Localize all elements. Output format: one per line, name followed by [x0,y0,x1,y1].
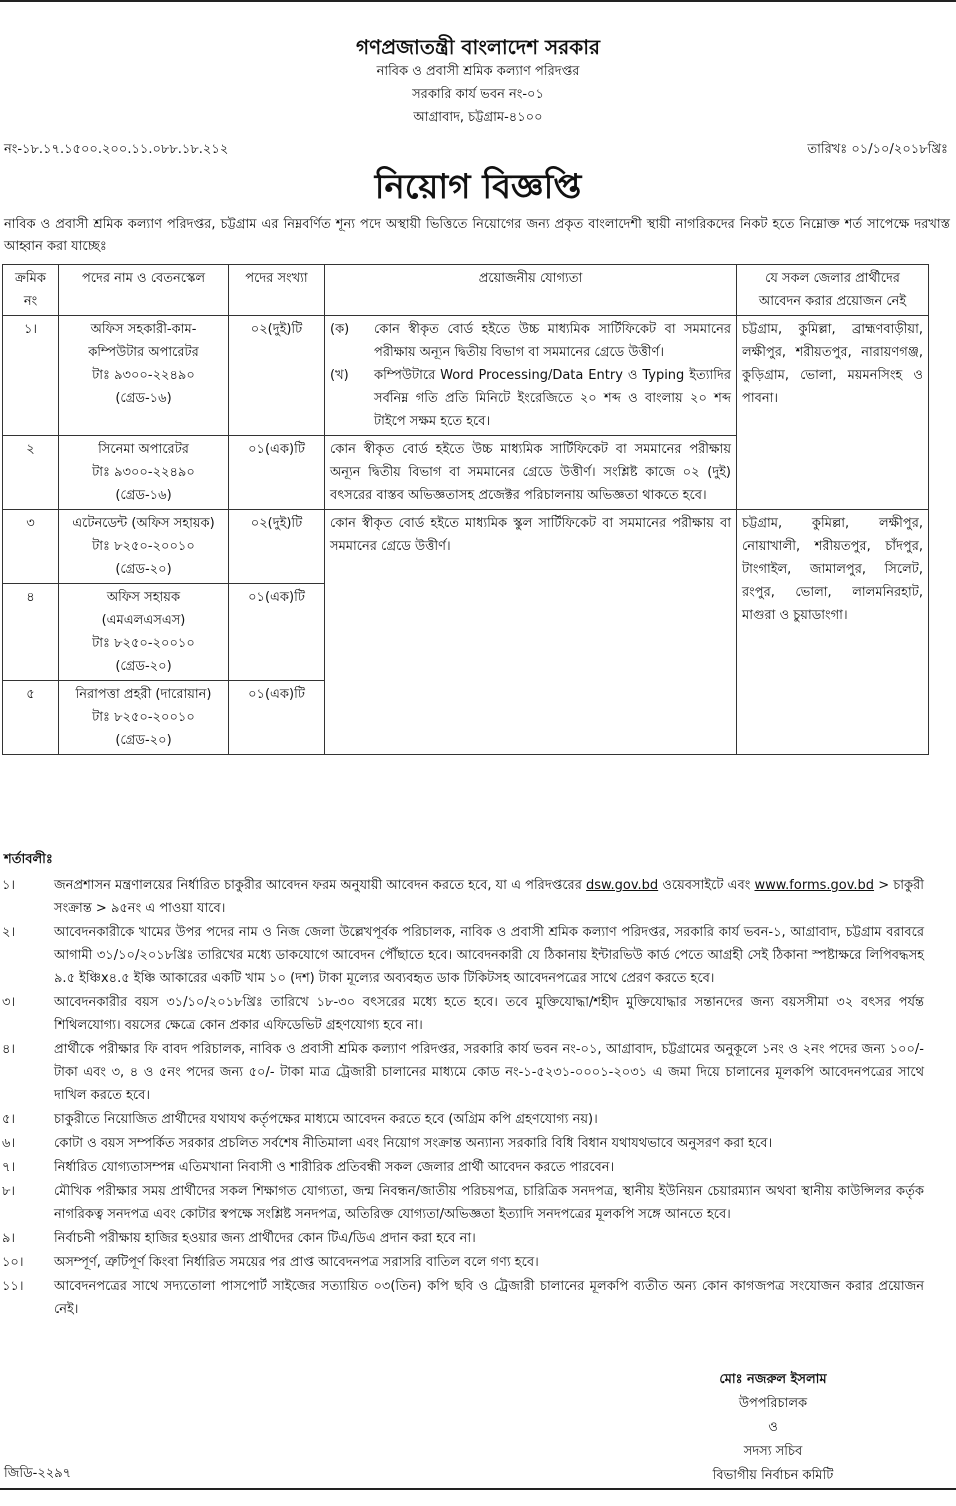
term-text-part: জনপ্রশাসন মন্ত্রণালয়ের নির্ধারিত চাকুরীর আবেদন ফরম অনুযায়ী আবেদন করতে হবে, যা এ পরিদপ্তরের [54,878,582,893]
header-count: পদের সংখ্যা [229,265,325,316]
term-number: ৮। [2,1184,16,1199]
row-post [59,681,229,755]
term-number: ৯। [2,1231,16,1246]
term-number: ১। [2,878,16,893]
row-serial: ৫ [3,681,59,755]
header-serial: ক্রমিক নং [3,265,59,316]
row-qualification: কোন স্বীকৃত বোর্ড হইতে মাধ্যমিক স্কুল সার্টিফিকেট বা সমমানের পরীক্ষায় বা সমমানের গ্রেডে উত্তীর্ণ। [325,510,737,755]
row-post [59,436,229,510]
qualification-item [330,364,731,433]
qualification-text: কম্পিউটারে Word Processing/Data Entry ও Typing ইত্যাদির সর্বনিম্ন গতি প্রতি মিনিটে ইংরেজিতে ২০ শব্দ ও বাংলায় ২০ শব্দ টাইপে সক্ষম হতে হবে। [374,368,731,429]
top-border [0,0,956,2]
office-address: আগ্রাবাদ, চট্টগ্রাম-৪১০০ [413,110,543,125]
website-link[interactable]: dsw.gov.bd [586,878,659,893]
term-text-part: ওয়েবসাইটে এবং [662,878,751,893]
term-item [0,1251,924,1274]
bottom-border [0,1488,956,1490]
term-number: ১১। [2,1279,24,1294]
term-text: আবেদনপত্রের সাথে সদ্যতোলা পাসপোর্ট সাইজের সত্যায়িত ০৩(তিন) কপি ছবি ও ট্রেজারী চালানের মূলকপি ব্যতীত অন্য কোন কাগজপত্র সংযোজন করার প্রয়োজন নেই। [54,1279,924,1317]
signatory-title-secondary: সদস্য সচিব [743,1444,803,1459]
pay-grade: (গ্রেড-২০) [115,733,172,748]
intro-paragraph: নাবিক ও প্রবাসী শ্রমিক কল্যাণ পরিদপ্তর, চট্টগ্রাম এর নিম্নবর্ণিত শূন্য পদে অস্থায়ী ভিত্তিতে নিয়োগের জন্য প্রকৃত বাংলাদেশী স্থায়ী নাগরিকদের নিকট হতে নিম্নোক্ত শর্ত সাপেক্ষে দরখাস্ত আহ্বান করা যাচ্ছেঃ [4,217,950,254]
header-qualification: প্রয়োজনীয় যোগ্যতা [325,265,737,316]
row-serial: ১। [3,316,59,436]
term-item [0,1156,924,1179]
term-number: ৬। [2,1136,16,1151]
table-row [3,316,929,436]
qualification-text: কোন স্বীকৃত বোর্ড হইতে উচ্চ মাধ্যমিক সার্টিফিকেট বা সমমানের পরীক্ষায় অন্যূন দ্বিতীয় বিভাগ বা সমমানের গ্রেডে উত্তীর্ণ। [374,322,731,360]
post-name: অফিস সহকারী-কাম-কম্পিউটার অপারেটর [88,322,199,360]
pay-grade: (গ্রেড-২০) [115,659,172,674]
pay-grade: (গ্রেড-১৬) [115,391,172,406]
row-count: ০২(দুই)টি [229,510,325,584]
row-count: ০২(দুই)টি [229,316,325,436]
pay-scale: টাঃ ৯৩০০-২২৪৯০ [92,465,195,480]
vacancy-table [2,264,929,755]
row-qualification: কোন স্বীকৃত বোর্ড হইতে উচ্চ মাধ্যমিক সার্টিফিকেট বা সমমানের পরীক্ষায় অন্যূন দ্বিতীয় বিভাগ বা সমমানের গ্রেডে উত্তীর্ণ। সংশ্লিষ্ট কাজে ০২ (দুই) বৎসরের বাস্তব অভিজ্ঞতাসহ প্রজেক্টর পরিচালনায় অভিজ্ঞতা থাকতে হবে। [325,436,737,510]
term-item [0,1180,924,1226]
post-name: এটেনডেন্ট (অফিস সহায়ক) [72,516,215,531]
term-number: ১০। [2,1255,24,1270]
signatory-title: উপপরিচালক [738,1396,808,1411]
row-qualification [325,316,737,436]
row-districts: চট্টগ্রাম, কুমিল্লা, লক্ষীপুর, নোয়াখালী, শরীয়তপুর, চাঁদপুর, টাংগাইল, জামালপুর, সিলেট, রংপুর, ভোলা, লালমনিরহাট, মাগুরা ও চুয়াডাংগা। [737,510,929,755]
qualification-tag: (ক) [330,322,350,337]
term-text-part: > চাকুরী সংক্রান্ত > ৯৫নং এ পাওয়া যাবে। [54,878,924,916]
pay-scale: টাঃ ৮২৫০-২০০১০ [92,710,195,725]
row-count: ০১(এক)টি [229,436,325,510]
signatory-name: মোঃ নজরুল ইসলাম [719,1372,827,1387]
term-number: ৭। [2,1160,16,1175]
term-item [0,1275,924,1321]
pay-scale: টাঃ ৯৩০০-২২৪৯০ [92,368,195,383]
qualification-item [330,318,731,364]
term-number: ৩। [2,995,16,1010]
memo-number: নং-১৮.১৭.১৫০০.২০০.১১.০৮৮.১৮.২১২ [4,142,229,157]
row-post [59,510,229,584]
row-serial: ৩ [3,510,59,584]
gd-reference: জিডি-২২৯৭ [4,1466,72,1481]
department-name: নাবিক ও প্রবাসী শ্রমিক কল্যাণ পরিদপ্তর [376,64,580,79]
term-text: নির্ধারিত যোগ্যতাসম্পন্ন এতিমখানা নিবাসী ও শারীরিক প্রতিবন্ধী সকল জেলার প্রার্থী আবেদন করতে পারবেন। [54,1160,615,1175]
term-number: ৪। [2,1042,16,1057]
forms-link[interactable]: www.forms.gov.bd [754,878,875,893]
post-name: সিনেমা অপারেটর [98,442,189,457]
letterhead [0,34,956,129]
government-name: গণপ্রজাতন্ত্রী বাংলাদেশ সরকার [356,35,600,59]
term-item [0,1132,924,1155]
term-text: কোটা ও বয়স সম্পর্কিত সরকার প্রচলিত সর্বশেষ নীতিমালা এবং নিয়োগ সংক্রান্ত অন্যান্য সরকারি বিধি বিধান যথাযথভাবে অনুসরণ করা হবে। [54,1136,773,1151]
pay-scale: টাঃ ৮২৫০-২০০১০ [92,636,195,651]
term-item [0,1227,924,1250]
header-post: পদের নাম ও বেতনস্কেল [59,265,229,316]
table-header-row [3,265,929,316]
term-text: চাকুরীতে নিয়োজিত প্রার্থীদের যথাযথ কর্তৃপক্ষের মাধ্যমে আবেদন করতে হবে (অগ্রিম কপি গ্রহণযোগ্য নয়)। [54,1112,598,1127]
term-item [0,1108,924,1131]
row-post [59,316,229,436]
term-text: মৌখিক পরীক্ষার সময় প্রার্থীদের সকল শিক্ষাগত যোগ্যতা, জন্ম নিবন্ধন/জাতীয় পরিচয়পত্র, চারিত্রিক সনদপত্র, স্থানীয় ইউনিয়ন চেয়ারম্যান অথবা স্থানীয় কাউন্সিলর কর্তৃক নাগরিকত্ব সনদপত্র এবং কোটার স্বপক্ষে সংশ্লিষ্ট সনদপত্র, অতিরিক্ত যোগ্যতা/অভিজ্ঞতা ইত্যাদি সনদপত্রের মূলকপি সঙ্গে আনতে হবে। [54,1184,924,1222]
term-item [0,921,924,990]
building-name: সরকারি কার্য ভবন নং-০১ [412,87,544,102]
row-count: ০১(এক)টি [229,584,325,681]
row-count: ০১(এক)টি [229,681,325,755]
pay-scale: টাঃ ৮২৫০-২০০১০ [92,539,195,554]
term-text [54,874,924,920]
pay-grade: (গ্রেড-১৬) [115,488,172,503]
notice-date: তারিখঃ ০১/১০/২০১৮খ্রিঃ [807,142,948,157]
terms-heading: শর্তাবলীঃ [4,852,53,867]
qualification-tag: (খ) [330,368,349,383]
notice-title: নিয়োগ বিজ্ঞপ্তি [374,167,582,207]
row-districts: চট্টগ্রাম, কুমিল্লা, ব্রাহ্মণবাড়ীয়া, লক্ষীপুর, শরীয়তপুর, নারায়ণগঞ্জ, কুড়িগ্রাম, ভোলা, ময়মনসিংহ ও পাবনা। [737,316,929,510]
signatory-and: ও [768,1420,778,1435]
terms-list [0,874,924,1322]
term-text: প্রার্থীকে পরীক্ষার ফি বাবদ পরিচালক, নাবিক ও প্রবাসী শ্রমিক কল্যাণ পরিদপ্তর, সরকারি কার্য ভবন নং-০১, আগ্রাবাদ, চট্টগ্রামের অনুকূলে ১নং ও ২নং পদের জন্য ১০০/- টাকা এবং ৩, ৪ ও ৫নং পদের জন্য ৫০/- টাকা মাত্র ট্রেজারী চালানের মাধ্যমে কোড নং-১-৫২৩১-০০০১-২০৩১ এ জমা দিয়ে চালানের মূলকপি আবেদনপত্রের সাথে দাখিল করতে হবে। [54,1042,924,1103]
header-districts: যে সকল জেলার প্রার্থীদের আবেদন করার প্রয়োজন নেই [737,265,929,316]
committee-name: বিভাগীয় নির্বাচন কমিটি [712,1468,834,1483]
post-name: নিরাপত্তা প্রহরী (দারোয়ান) [75,687,212,702]
term-text: নির্বাচনী পরীক্ষায় হাজির হওয়ার জন্য প্রার্থীদের কোন টিএ/ডিএ প্রদান করা হবে না। [54,1231,476,1246]
table-row [3,510,929,584]
term-number: ২। [2,925,16,940]
term-item [0,991,924,1037]
row-post [59,584,229,681]
signature-block [688,1368,858,1488]
term-item [0,1038,924,1107]
post-name: অফিস সহায়ক (এমএলএসএস) [101,590,186,628]
row-serial: ২ [3,436,59,510]
term-text: অসম্পূর্ণ, ত্রুটিপূর্ণ কিংবা নির্ধারিত সময়ের পর প্রাপ্ত আবেদনপত্র সরাসরি বাতিল বলে গণ্য হবে। [54,1255,539,1270]
term-text: আবেদনকারীকে খামের উপর পদের নাম ও নিজ জেলা উল্লেখপূর্বক পরিচালক, নাবিক ও প্রবাসী শ্রমিক কল্যাণ পরিদপ্তর, সরকারি কার্য ভবন-১, আগ্রাবাদ, চট্টগ্রাম বরাবরে আগামী ৩১/১০/২০১৮খ্রিঃ তারিখের মধ্যে ডাকযোগে আবেদন পৌঁছাতে হবে। আবেদনকারী যে ঠিকানায় ইন্টারভিউ কার্ড পেতে আগ্রহী সেই ঠিকানা স্পষ্টাক্ষরে লিপিবদ্ধসহ ৯.৫ ইঞ্চিx৪.৫ ইঞ্চি আকারের একটি খাম ১০ (দশ) টাকা মূল্যের অব্যবহৃত ডাক টিকিটসহ আবেদনপত্রের সাথে প্রেরণ করতে হবে। [54,925,924,986]
term-number: ৫। [2,1112,16,1127]
term-item [0,874,924,920]
term-text: আবেদনকারীর বয়স ৩১/১০/২০১৮খ্রিঃ তারিখে ১৮-৩০ বৎসরের মধ্যে হতে হবে। তবে মুক্তিযোদ্ধা/শহীদ মুক্তিযোদ্ধার সন্তানদের জন্য বয়সসীমা ৩২ বৎসর পর্যন্ত শিথিলযোগ্য। বয়সের ক্ষেত্রে কোন প্রকার এফিডেভিট গ্রহণযোগ্য হবে না। [54,995,924,1033]
row-serial: ৪ [3,584,59,681]
pay-grade: (গ্রেড-২০) [115,562,172,577]
